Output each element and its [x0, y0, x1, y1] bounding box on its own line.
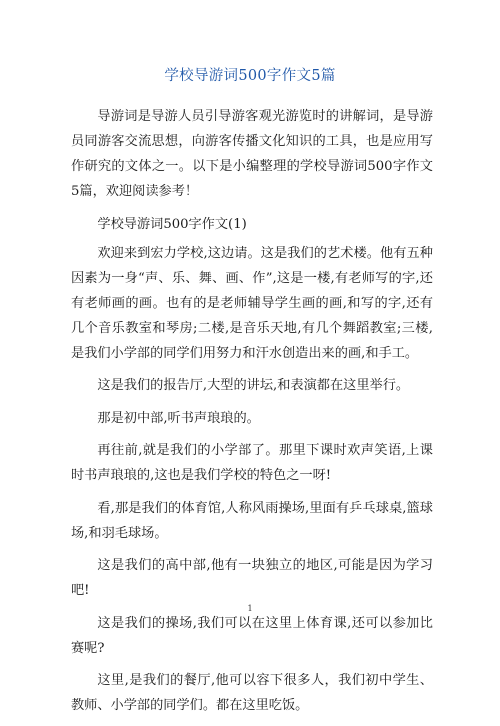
document-title: 学校导游词500字作文5篇	[164, 68, 336, 84]
body-paragraph: 看,那是我们的体育馆,人称风雨操场,里面有乒乓球桌,篮球场,和羽毛球场。	[71, 500, 433, 541]
body-paragraph: 那是初中部,听书声琅琅的。	[97, 410, 260, 426]
page-number: 1	[247, 604, 253, 613]
body-paragraph: 欢迎来到宏力学校,这边请。这是我们的艺术楼。他有五种因素为一身“声、乐、舞、画、作”,这是一楼,有老师写的字,还有老师画的画。也有的是老师辅导学生画的画,和写的字,还有几个音乐教室和琴房;二楼,是音乐天地,有几个舞蹈教室;三楼,是我们小学部的同学们用努力和汗水创造出来的画,和手工。	[71, 245, 433, 361]
intro-paragraph: 导游词是导游人员引导游客观光游览时的讲解词，是导游员同游客交流思想，向游客传播文化知识的工具，也是应用写作研究的文体之一。以下是小编整理的学校导游词500字作文5篇，欢迎阅读参考！	[71, 109, 433, 199]
body-paragraph: 这是我们的高中部,他有一块独立的地区,可能是因为学习吧!	[71, 558, 433, 598]
body-paragraph: 再往前,就是我们的小学部了。那里下课时欢声笑语,上课时书声琅琅的,这也是我们学校的特色之一呀!	[71, 443, 433, 483]
body-paragraph: 这里,是我们的餐厅,他可以容下很多人，我们初中学生、教师、小学部的同学们。都在这里吃饭。	[71, 673, 433, 713]
body-paragraph: 这是我们的报告厅,大型的讲坛,和表演都在这里举行。	[97, 378, 410, 393]
body-paragraph: 这是我们的操场,我们可以在这里上体育课,还可以参加比赛呢?	[71, 615, 433, 656]
section-subtitle: 学校导游词500字作文(1)	[97, 216, 247, 232]
document-body	[71, 104, 433, 726]
